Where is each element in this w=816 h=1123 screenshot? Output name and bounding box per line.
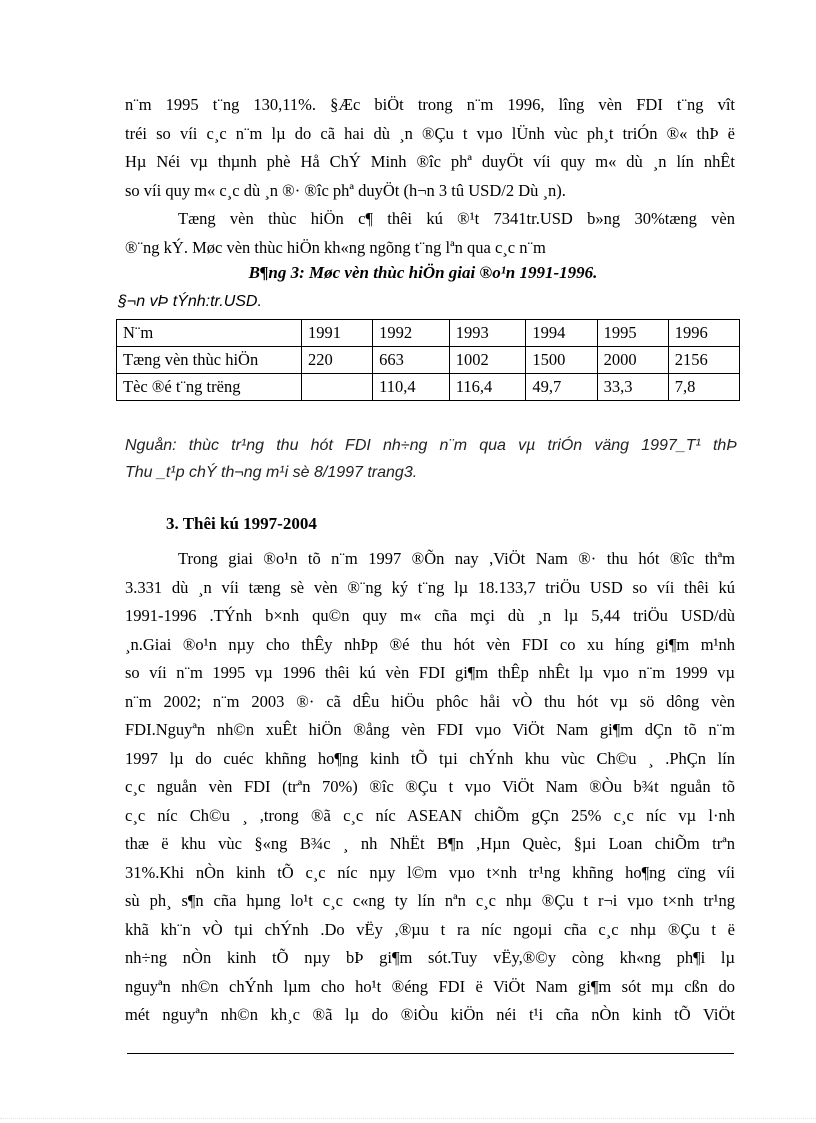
table-header-cell: N¨m — [117, 320, 302, 347]
text-line: nguyªn nh©n chÝnh lµm cho ho¹t ®éng FDI ë ViÖt Nam gi¶m sót mµ cßn do — [125, 976, 735, 996]
text-line: Nguån: thùc tr¹ng thu hót FDI nh÷ng n¨m qua vµ triÓn väng 1997_T¹ thÞ — [125, 437, 737, 454]
text-line: so víi quy m« c¸c dù ¸n ®· ®îc phª duyÖt (h¬n 3 tû USD/2 Dù ¸n). — [125, 180, 566, 200]
text-line: so víi n¨m 1995 vµ 1996 thêi kú vèn FDI gi¶m thÊp nhÊt lµ vµo n¨m 1999 vµ — [125, 663, 735, 682]
text-line: FDI.Nguyªn nh©n xuÊt hiÖn ®ång vèn FDI vµo ViÖt Nam gi¶m dÇn tõ n¨m — [125, 720, 735, 739]
intro-paragraph — [125, 91, 735, 205]
table-cell: 663 — [373, 347, 450, 374]
table-cell — [302, 374, 373, 401]
table-header-cell: 1991 — [302, 320, 373, 347]
table-cell: 2156 — [668, 347, 739, 374]
table-cell: 7,8 — [668, 374, 739, 401]
text-line: 31%.Khi nÒn kinh tÕ c¸c níc nµy l©m vµo t×nh tr¹ng khñng ho¶ng cïng víi — [125, 862, 735, 882]
capital-paragraph — [125, 205, 735, 262]
section-heading: 3. Thêi kú 1997-2004 — [166, 514, 317, 533]
table-header-cell: 1992 — [373, 320, 450, 347]
table-cell: 49,7 — [526, 374, 597, 401]
table-cell: 2000 — [597, 347, 668, 374]
text-line: Tæng vèn thùc hiÖn c¶ thêi kú ®¹t 7341tr.USD b»ng 30%tæng vèn — [178, 209, 735, 228]
text-line: 1991-1996 .TÝnh b×nh qu©n quy m« cña mçi dù ¸n lµ 5,44 triÖu USD/dù — [125, 606, 735, 625]
text-line: n¨m 2002; n¨m 2003 ®· cã dÊu hiÖu phôc håi vÒ thu hót vµ sö dông vèn — [125, 691, 735, 711]
text-line: c¸c nguån vèn FDI (trªn 70%) ®îc ®Çu t vµo ViÖt Nam ®Òu b¾t nguån tõ — [125, 777, 735, 796]
text-line: tréi so víi c¸c n¨m lµ do cã hai dù ¸n ®Çu t vµo lÜnh vùc ph¸t triÓn ®« thÞ ë — [125, 123, 735, 143]
text-line: mét nguyªn nh©n kh¸c ®ã lµ do ®iÒu kiÖn néi t¹i cña nÒn kinh tÕ ViÖt — [125, 1005, 735, 1024]
text-line: c¸c níc Ch©u ¸ ,trong ®ã c¸c níc ASEAN chiÕm gÇn 25% c¸c níc vµ l·nh — [125, 805, 735, 825]
table-cell: 220 — [302, 347, 373, 374]
table-row — [117, 374, 740, 401]
footer-divider — [127, 1053, 734, 1054]
text-line: ¸n.Giai ®o¹n nµy cho thÊy nhÞp ®é thu hót vèn FDI co xu híng gi¶m m¹nh — [125, 634, 735, 654]
table-header-row — [117, 320, 740, 347]
table-row — [117, 347, 740, 374]
table-cell: 1500 — [526, 347, 597, 374]
text-line: ®¨ng kÝ. Møc vèn thùc hiÖn kh«ng ngõng t¨ng lªn qua c¸c n¨m — [125, 237, 546, 257]
table-caption: B¶ng 3: Møc vèn thùc hiÖn giai ®o¹n 1991-1996. — [248, 263, 598, 282]
text-line: Trong giai ®o¹n tõ n¨m 1997 ®Õn nay ,ViÖt Nam ®· thu hót ®îc thªm — [178, 549, 735, 568]
page-bottom-edge — [0, 1118, 816, 1119]
section-paragraph — [125, 545, 735, 1030]
table-unit-note: §¬n vÞ tÝnh:tr.USD. — [118, 293, 262, 310]
text-line: thæ ë khu vùc §«ng B¾c ¸ nh NhËt B¶n ,Hµn Quèc, §µi Loan chiÕm trªn — [125, 834, 735, 853]
table-cell: Tèc ®é t¨ng trëng — [117, 374, 302, 401]
table-cell: 1002 — [449, 347, 526, 374]
table-cell: 110,4 — [373, 374, 450, 401]
capital-table — [116, 319, 740, 401]
text-line: 3.331 dù ¸n víi tæng sè vèn ®¨ng ký t¨ng lµ 18.133,7 triÖu USD so víi thêi kú — [125, 577, 735, 597]
table-header-cell: 1994 — [526, 320, 597, 347]
text-line: sù ph¸ s¶n cña hµng lo¹t c¸c c«ng ty lín nªn c¸c nhµ ®Çu t r¬i vµo t×nh tr¹ng — [125, 891, 735, 910]
text-line: n¨m 1995 t¨ng 130,11%. §Æc biÖt trong n¨m 1996, lîng vèn FDI t¨ng vît — [125, 95, 735, 114]
table-cell: 33,3 — [597, 374, 668, 401]
table-header-cell: 1993 — [449, 320, 526, 347]
text-line: khã kh¨n vÒ tµi chÝnh .Do vËy ,®µu t ra níc ngoµi cña c¸c nhµ ®Çu t ë — [125, 919, 735, 939]
table-cell: Tæng vèn thùc hiÖn — [117, 347, 302, 374]
table-source-note — [125, 432, 737, 486]
text-line: nh÷ng nÒn kinh tÕ nµy bÞ gi¶m sót.Tuy vËy,®©y còng kh«ng ph¶i lµ — [125, 948, 735, 967]
text-line: Hµ Néi vµ thµnh phè Hå ChÝ Minh ®îc phª duyÖt víi quy m« dù ¸n lín nhÊt — [125, 152, 735, 171]
table-cell: 116,4 — [449, 374, 526, 401]
text-line: Thu _t¹p chÝ th¬ng m¹i sè 8/1997 trang3. — [125, 464, 418, 481]
table-header-cell: 1995 — [597, 320, 668, 347]
text-line: 1997 lµ do cuéc khñng ho¶ng kinh tÕ tµi chÝnh khu vùc Ch©u ¸ .PhÇn lín — [125, 748, 735, 768]
table-header-cell: 1996 — [668, 320, 739, 347]
